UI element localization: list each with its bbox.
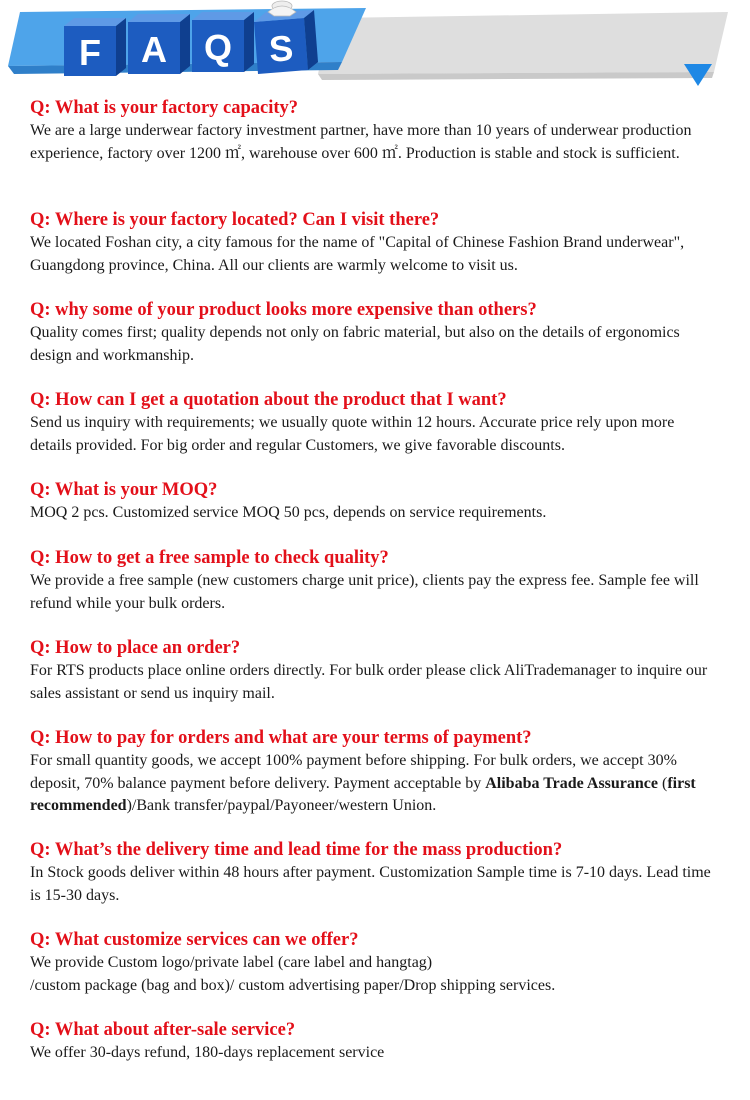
faq-answer [30,750,720,818]
faq-question: Q: How can I get a quotation about the product that I want? [30,390,507,410]
faq-item-moq [30,478,720,525]
answer-line: We provide Custom logo/private label (care label and hangtag) [30,954,433,971]
cube-s [254,10,318,74]
faq-answer: In Stock goods deliver within 48 hours after payment. Customization Sample time is 7-10 days. Lead time is 15-30 days. [30,864,711,904]
cube-letter: F [79,32,101,73]
faq-question: Q: What customize services can we offer? [30,930,359,950]
faqs-banner [0,0,750,100]
cube-letter: A [141,29,167,70]
faq-item-payment-terms [30,726,720,818]
banner-gray-ribbon [318,12,728,74]
cube-letter: Q [203,27,233,68]
faq-item-customize-services [30,928,720,997]
faq-item-after-sale [30,1018,720,1065]
faq-answer: MOQ 2 pcs. Customized service MOQ 50 pcs, depends on service requirements. [30,504,547,521]
faq-item-factory-capacity [30,96,720,165]
cube-a [128,14,190,74]
faq-answer: We offer 30-days refund, 180-days replacement service [30,1044,385,1061]
answer-text: For small quantity goods, we accept 100% payment before shipping. For bulk orders, we accept 30% deposit, 70% balance payment before delivery. Payment acceptable by [30,752,677,792]
faq-item-place-order [30,636,720,705]
answer-text: ( [658,774,668,792]
faq-question: Q: How to get a free sample to check quality? [30,548,389,568]
cube-q [192,12,254,72]
cube-f [64,18,126,76]
faq-question: Q: How to place an order? [30,638,241,658]
faq-item-free-sample [30,546,720,615]
faq-question: Q: What is your factory capacity? [30,98,299,118]
faq-item-product-price [30,298,720,367]
faq-answer: We located Foshan city, a city famous for the name of "Capital of Chinese Fashion Brand underwear", Guangdong province, China. All our clients are warmly welcome to visit us. [30,234,685,274]
faq-answer: Quality comes first; quality depends not only on fabric material, but also on the details of ergonomics design and workmanship. [30,324,680,364]
faq-answer: For RTS products place online orders directly. For bulk order please click AliTrademanager to inquire our sales assistant or send us inquiry mail. [30,662,708,702]
faq-question: Q: why some of your product looks more expensive than others? [30,300,537,320]
cube-letter: S [267,27,295,70]
faq-answer [30,952,720,997]
faq-question: Q: What’s the delivery time and lead time for the mass production? [30,840,563,860]
faq-question: Q: What is your MOQ? [30,480,218,500]
faq-answer: Send us inquiry with requirements; we usually quote within 12 hours. Accurate price rely upon more details provided. For big order and regular Customers, we give favorable discounts. [30,414,675,454]
figurine-icon [268,1,296,16]
faq-question: Q: How to pay for orders and what are your terms of payment? [30,728,532,748]
faq-answer: We provide a free sample (new customers charge unit price), clients pay the express fee. Sample fee will refund while your bulk orders. [30,572,699,612]
answer-line: /custom package (bag and box)/ custom advertising paper/Drop shipping services. [30,976,556,994]
answer-bold-text: Alibaba Trade Assurance [485,774,658,792]
answer-text: )/Bank transfer/paypal/Payoneer/western Union. [126,797,437,814]
faq-answer: We are a large underwear factory investment partner, have more than 10 years of underwear production experience, factory over 1200 ㎡, warehouse over 600 ㎡. Production is stable and stock is sufficient. [30,122,692,162]
faq-item-quotation [30,388,720,457]
answer-bold-text: first recommended [30,774,696,814]
faq-question: Q: Where is your factory located? Can I visit there? [30,210,440,230]
faq-item-delivery-time [30,838,720,907]
faq-question: Q: What about after-sale service? [30,1020,296,1040]
faq-item-factory-location [30,208,720,277]
